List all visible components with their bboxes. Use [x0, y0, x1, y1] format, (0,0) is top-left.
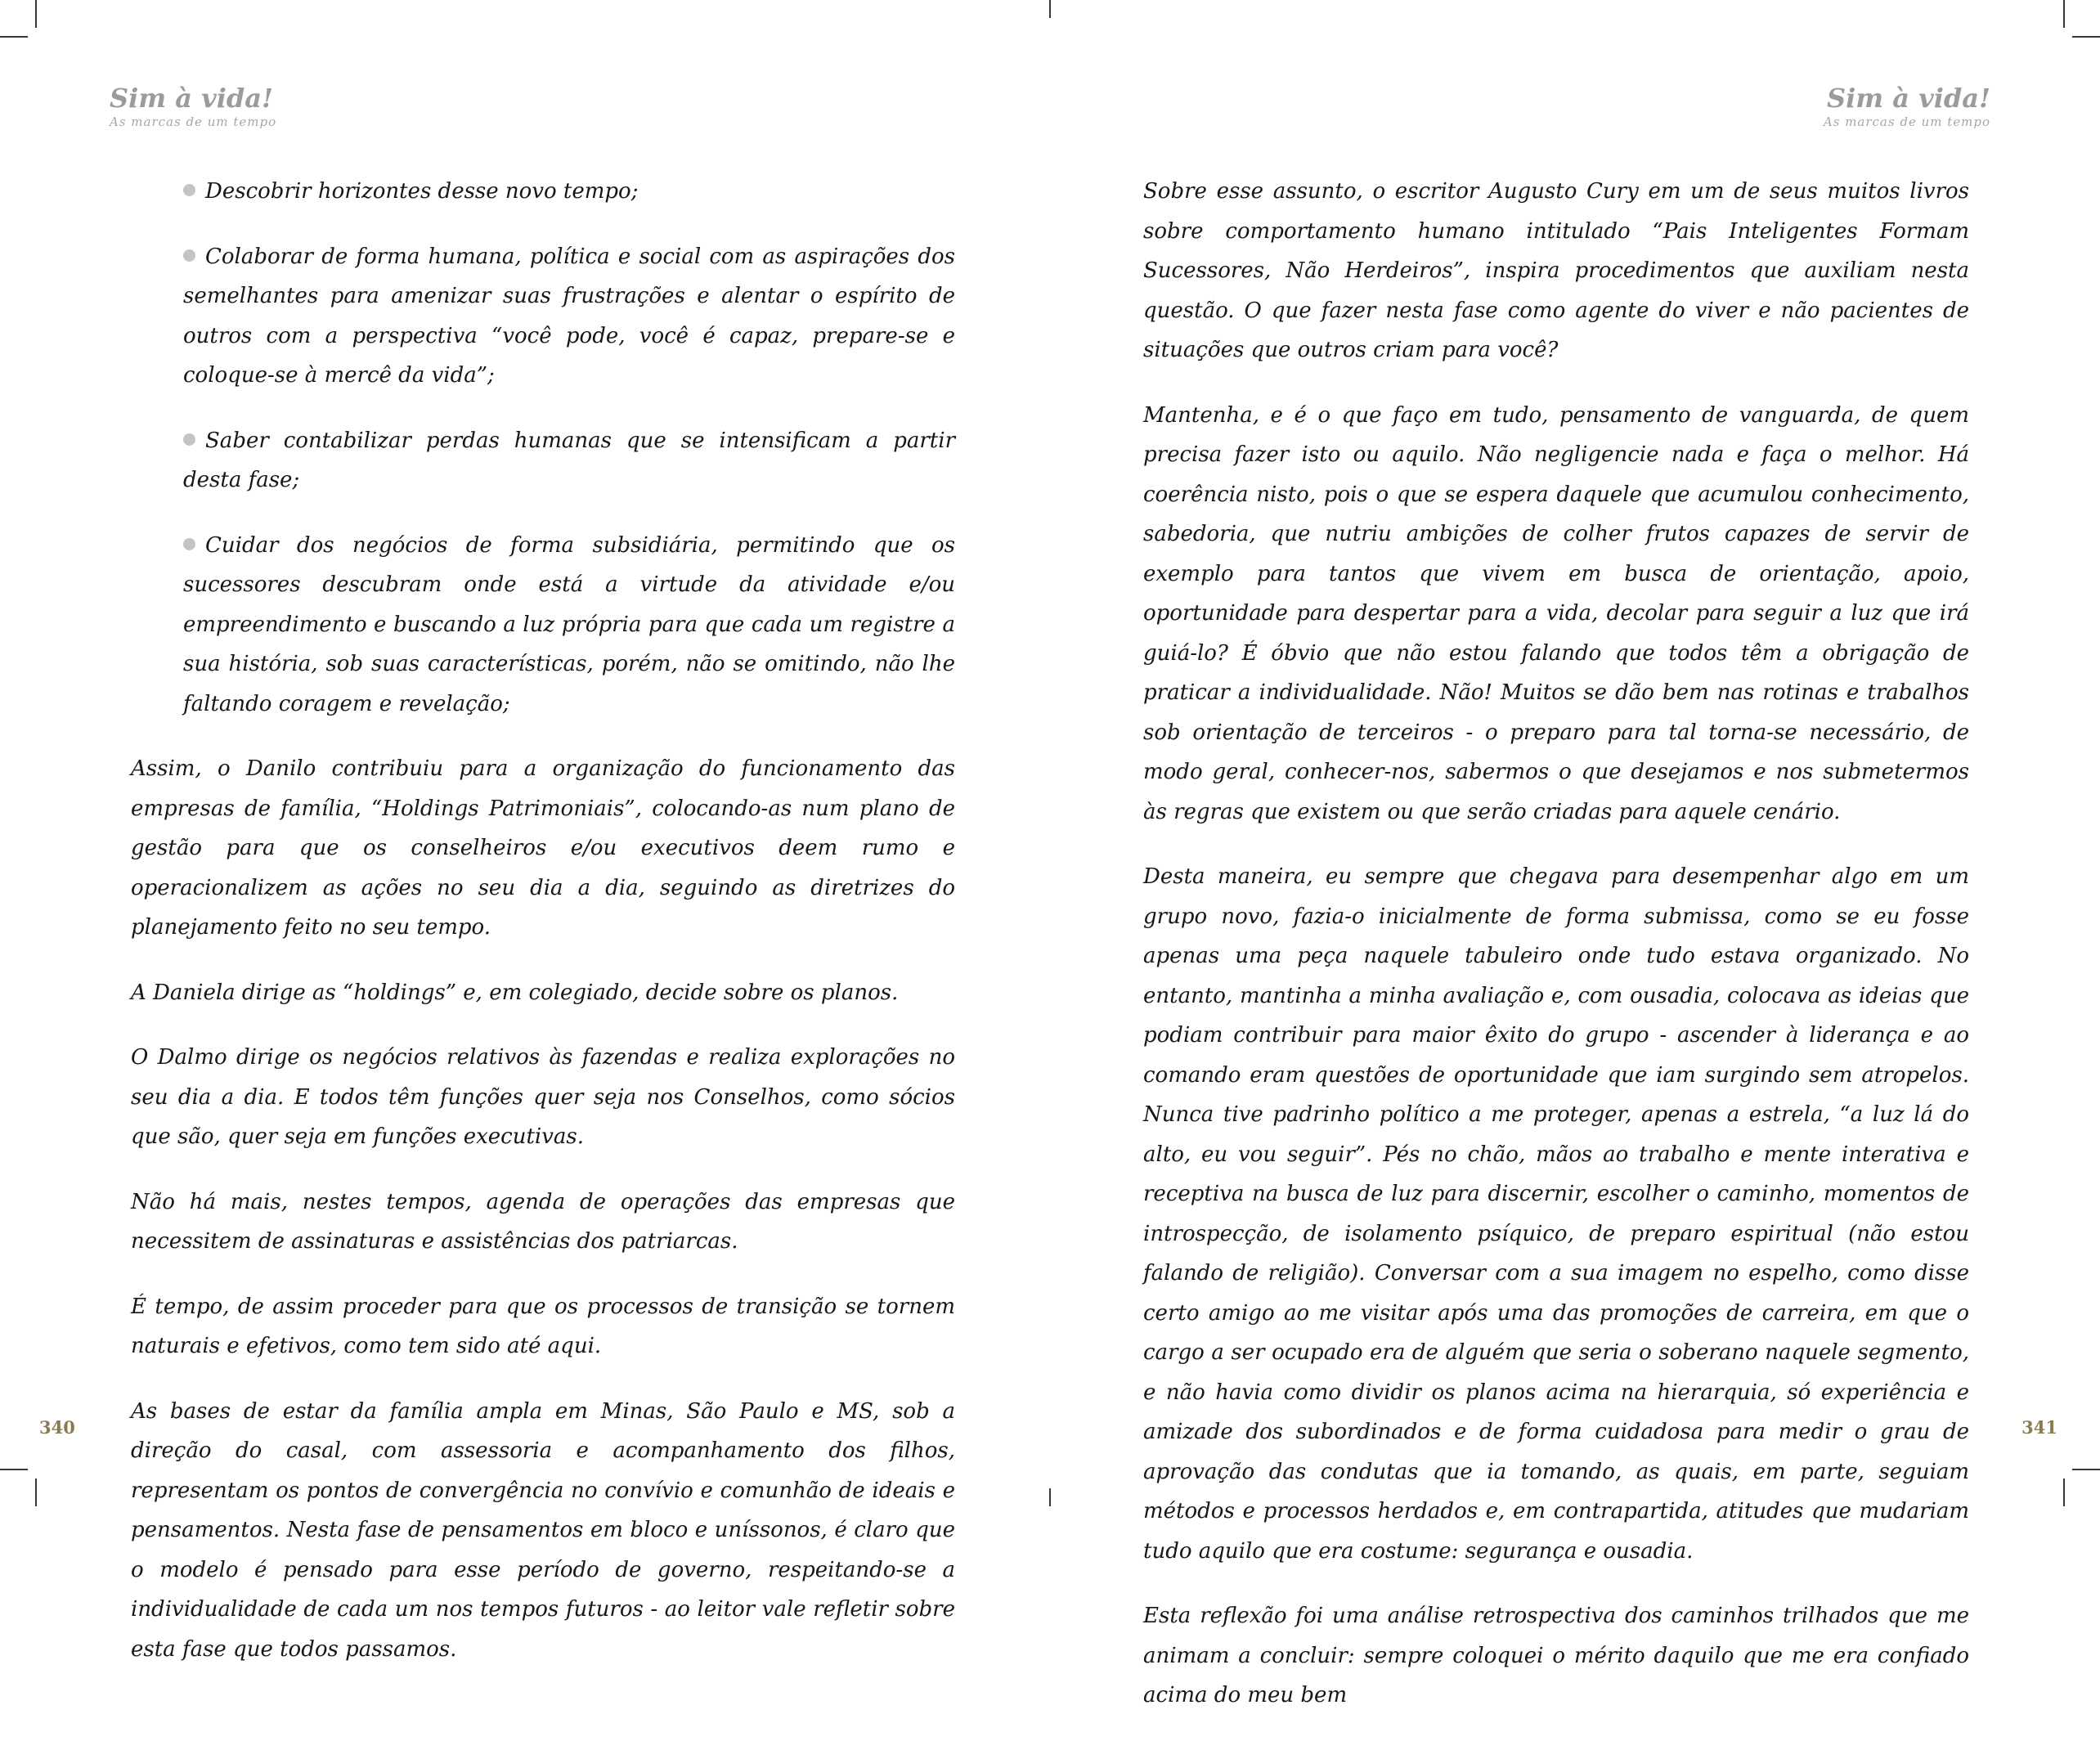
page-body [1143, 172, 1969, 1741]
bullet-list [131, 172, 955, 724]
bullet-text: Cuidar dos negócios de forma subsidiária, permitindo que os sucessores descubram onde está a virtude da atividade e/ou empreendimento e buscando a luz própria para que cada um registre a sua história, sob suas características, porém, não se omitindo, não lhe faltando coragem e revelação; [183, 532, 955, 716]
paragraph: Sobre esse assunto, o escritor Augusto Cury em um de seus muitos livros sobre comportamento humano intitulado “Pais Inteligentes Formam Sucessores, Não Herdeiros”, inspira procedimentos que auxiliam nesta questão. O que fazer nesta fase como agente do viver e não pacientes de situações que outros criam para você? [1143, 179, 1969, 362]
header-title: Sim à vida! [1826, 83, 1990, 114]
bullet-item [183, 526, 955, 725]
bullet-text: Colaborar de forma humana, política e social com as aspirações dos semelhantes para amenizar suas frustrações e alentar o espírito de outros com a perspectiva “você pode, você é capaz, prepare-se e coloque-se à mercê da vida”; [183, 244, 955, 388]
header-title: Sim à vida! [110, 83, 274, 114]
paragraph: O Dalmo dirige os negócios relativos às fazendas e realiza explorações no seu dia a dia. E todos têm funções quer seja nos Conselhos, como sócios que são, quer seja em funções executivas. [131, 1045, 955, 1149]
paragraph: Não há mais, nestes tempos, agenda de operações das empresas que necessitem de assinaturas e assistências dos patriarcas. [131, 1189, 955, 1254]
running-header [110, 82, 276, 129]
paragraph: Assim, o Danilo contribuiu para a organização do funcionamento das empresas de família, “Holdings Patrimoniais”, colocando-as num plano de gestão para que os conselheiros e/ou executivos deem rumo e operacionalizem as ações no seu dia a dia, seguindo as diretrizes do planejamento feito no seu tempo. [131, 756, 955, 940]
bullet-dot-icon [183, 433, 195, 446]
paragraph: A Daniela dirige as “holdings” e, em colegiado, decide sobre os planos. [131, 980, 899, 1005]
paragraph: Esta reflexão foi uma análise retrospectiva dos caminhos trilhados que me animam a concluir: sempre coloquei o mérito daquilo que me era confiado acima do meu bem [1143, 1604, 1969, 1707]
bullet-item [183, 237, 955, 396]
bullet-dot-icon [183, 538, 195, 550]
page-body [131, 172, 955, 1694]
paragraph: É tempo, de assim proceder para que os processos de transição se tornem naturais e efetivos, como tem sido até aqui. [131, 1294, 955, 1358]
bullet-dot-icon [183, 249, 195, 262]
bullet-text: Saber contabilizar perdas humanas que se intensificam a partir desta fase; [183, 428, 955, 492]
page-number: 341 [2021, 1417, 2057, 1438]
bullet-item [183, 421, 955, 500]
running-header [1824, 82, 1990, 129]
bullet-text: Descobrir horizontes desse novo tempo; [205, 179, 639, 204]
bullet-item [183, 172, 955, 212]
paragraph: Desta maneira, eu sempre que chegava para desempenhar algo em um grupo novo, fazia-o inicialmente de forma submissa, como se eu fosse apenas uma peça naquele tabuleiro onde tudo estava organizado. No entanto, mantinha a minha avaliação e, com ousadia, colocava as ideias que podiam contribuir para maior êxito do grupo - ascender à liderança e ao comando eram questões de oportunidade que iam surgindo sem atropelos. Nunca tive padrinho político a me proteger, apenas a estrela, “a luz lá do alto, eu vou seguir”. Pés no chão, mãos ao trabalho e mente interativa e receptiva na busca de luz para discernir, escolher o caminho, momentos de introspecção, de isolamento psíquico, de preparo espiritual (não estou falando de religião). Conversar com a sua imagem no espelho, como disse certo amigo ao me visitar após uma das promoções de carreira, em que o cargo a ser ocupado era de alguém que seria o soberano naquele segmento, e não havia como dividir os planos acima na hierarquia, só experiência e amizade dos subordinados e de forma cuidadosa para medir o grau de aprovação das condutas que ia tomando, as quais, em parte, seguiam métodos e processos herdados e, em contrapartida, atitudes que mudariam tudo aquilo que era costume: segurança e ousadia. [1143, 864, 1969, 1564]
bullet-dot-icon [183, 184, 195, 196]
header-subtitle: As marcas de um tempo [110, 114, 277, 129]
right-page [1050, 0, 2100, 1707]
left-page [0, 0, 1050, 1662]
paragraph: Mantenha, e é o que faço em tudo, pensamento de vanguarda, de quem precisa fazer isto ou aquilo. Não negligencie nada e faça o melhor. Há coerência nisto, pois o que se espera daquele que acumulou conhecimento, sabedoria, que nutriu ambições de colher frutos capazes de servir de exemplo para tantos que vivem em busca de orientação, apoio, oportunidade para despertar para a vida, decolar para seguir a luz que irá guiá-lo? É óbvio que não estou falando que todos têm a obrigação de praticar a individualidade. Não! Muitos se dão bem nas rotinas e trabalhos sob orientação de terceiros - o preparo para tal torna-se necessário, de modo geral, conhecer-nos, sabermos o que desejamos e nos submetermos às regras que existem ou que serão criadas para aquele cenário. [1143, 402, 1969, 824]
header-subtitle: As marcas de um tempo [1823, 114, 1990, 129]
page-number: 340 [39, 1417, 75, 1438]
paragraph: As bases de estar da família ampla em Minas, São Paulo e MS, sob a direção do casal, com assessoria e acompanhamento dos filhos, representam os pontos de convergência no convívio e comunhão de ideais e pensamentos. Nesta fase de pensamentos em bloco e uníssonos, é claro que o modelo é pensado para esse período de governo, respeitando-se a individualidade de cada um nos tempos futuros - ao leitor vale refletir sobre esta fase que todos passamos. [131, 1398, 955, 1662]
